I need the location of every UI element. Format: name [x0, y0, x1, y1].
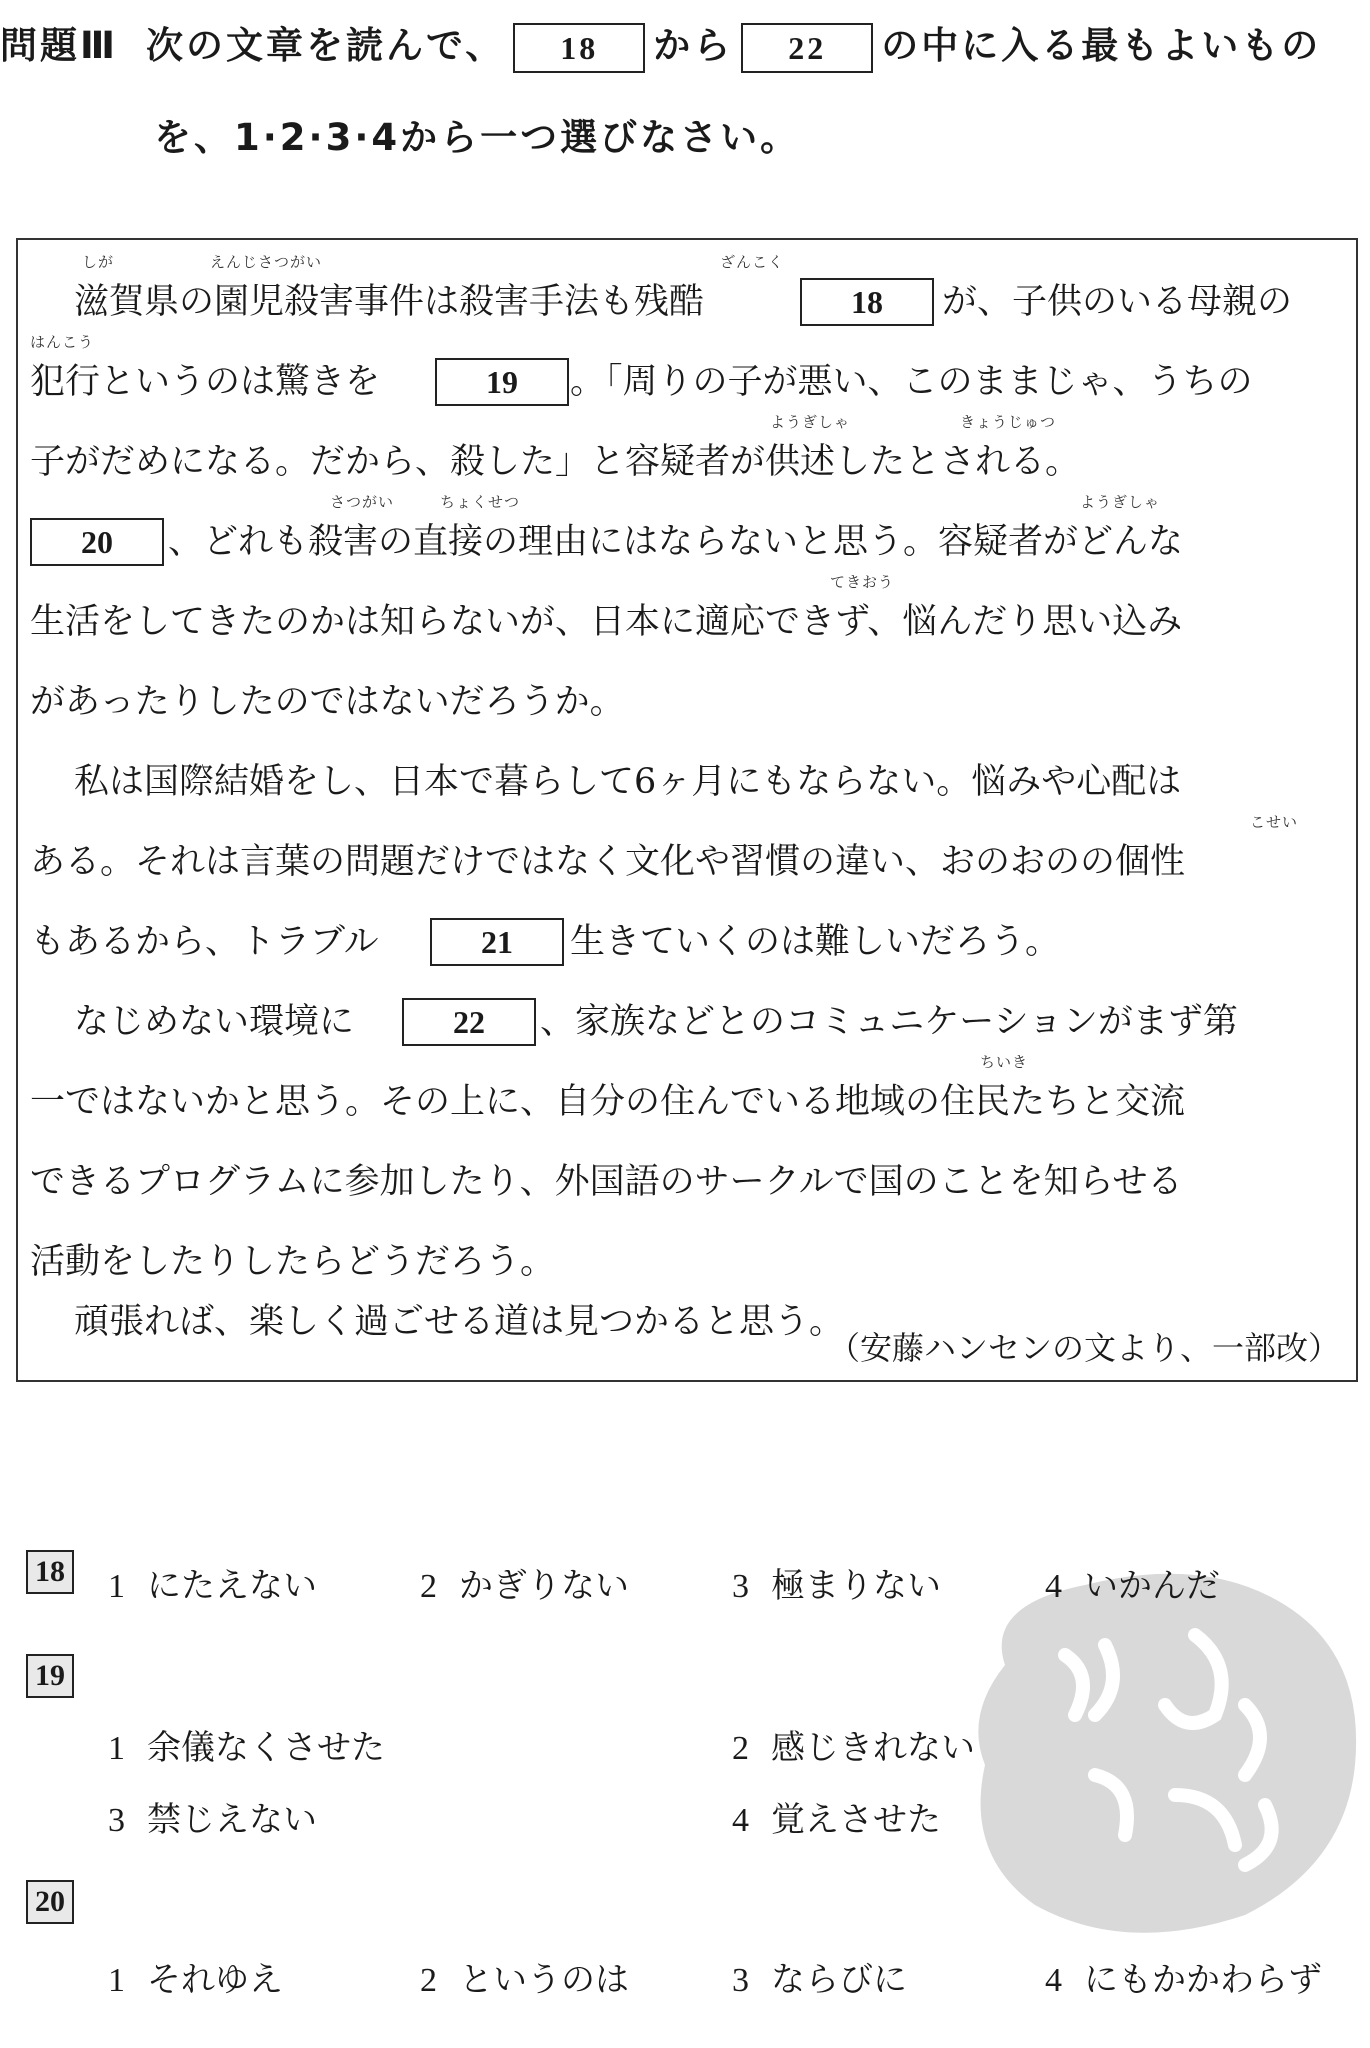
passage-text: ある。それは言葉の問題だけではなく文化や習慣の違い、おのおのの個性 — [30, 842, 1186, 882]
option-text: いかんだ — [1084, 1566, 1220, 1606]
option-number: 1 — [108, 1962, 125, 1999]
passage-text: もあるから、トラブル — [30, 922, 379, 962]
option-number: 4 — [1045, 1568, 1062, 1605]
passage-text: 、どれも殺害の直接の理由にはならないと思う。容疑者がどんな — [168, 522, 1184, 562]
passage-line-5 — [30, 570, 1346, 646]
answer-option[interactable] — [732, 1562, 941, 1611]
answer-option[interactable] — [420, 1956, 629, 2005]
blank-box-20: 20 — [30, 518, 164, 566]
answer-option[interactable] — [732, 1956, 907, 2005]
ruby-text: しが — [82, 253, 115, 271]
passage-text: 私は国際結婚をし、日本で暮らして6ヶ月にもならない。悩みや心配は — [74, 762, 1182, 802]
option-text: かぎりない — [459, 1566, 629, 1606]
ruby-text: さつがい — [330, 493, 395, 511]
passage-text: が、子供のいる母親の — [942, 282, 1293, 322]
passage-box — [16, 238, 1358, 1382]
passage-text: 生活をしてきたのかは知らないが、日本に適応できず、悩んだり思い込み — [30, 602, 1183, 642]
option-number: 4 — [1045, 1962, 1062, 1999]
blank-box-18: 18 — [800, 278, 934, 326]
option-number: 1 — [108, 1568, 125, 1605]
passage-source: （安藤ハンセンの文より、一部改） — [827, 1329, 1340, 1367]
ruby-text: ちいき — [980, 1053, 1029, 1071]
option-text: にもかかわらず — [1084, 1960, 1322, 2000]
answer-option[interactable] — [108, 1956, 283, 2005]
passage-source-line — [30, 1320, 1346, 1380]
passage-text: 滋賀県の園児殺害事件は殺害手法も残酷 — [74, 282, 705, 322]
passage-text: 、家族などとのコミュニケーションがまず第 — [540, 1002, 1238, 1042]
ruby-text: ようぎしゃ — [1080, 493, 1161, 511]
option-text: 感じきれない — [771, 1728, 975, 1768]
ruby-text: きょうじゅつ — [960, 413, 1057, 431]
range-end-box: 22 — [741, 23, 873, 73]
passage-text: 一ではないかと思う。その上に、自分の住んでいる地域の住民たちと交流 — [30, 1082, 1186, 1122]
option-number: 3 — [732, 1568, 749, 1605]
option-text: というのは — [459, 1960, 629, 2000]
option-text: 禁じえない — [147, 1800, 317, 1840]
passage-line-9 — [30, 890, 1346, 966]
passage-line-12 — [30, 1130, 1346, 1206]
option-number: 4 — [732, 1802, 749, 1839]
blank-box-21: 21 — [430, 918, 564, 966]
answer-option[interactable] — [732, 1796, 941, 1845]
passage-text: 生きていくのは難しいだろう。 — [570, 922, 1061, 962]
ruby-text: ようぎしゃ — [770, 413, 851, 431]
ruby-text: はんこう — [30, 333, 95, 351]
ruby-text: てきおう — [830, 573, 895, 591]
option-text: 極まりない — [771, 1566, 941, 1606]
ruby-text: ざんこく — [720, 253, 785, 271]
passage-line-11 — [30, 1050, 1346, 1126]
option-number: 2 — [420, 1962, 437, 1999]
option-text: それゆえ — [147, 1960, 283, 2000]
answer-number-18: 18 — [26, 1550, 74, 1594]
blank-box-22: 22 — [402, 998, 536, 1046]
option-number: 2 — [732, 1730, 749, 1767]
question-prefix: 次の文章を読んで、 — [145, 24, 506, 67]
blank-box-19: 19 — [435, 358, 569, 406]
passage-text: 子がだめになる。だから、殺した」と容疑者が供述したとされる。 — [30, 442, 1081, 482]
option-text: 余儀なくさせた — [147, 1728, 385, 1768]
passage-text: できるプログラムに参加したり、外国語のサークルで国のことを知らせる — [30, 1162, 1183, 1202]
question-suffix: の中に入る最もよいもの — [881, 24, 1322, 67]
passage-line-4 — [30, 490, 1346, 566]
ruby-text: こせい — [1250, 813, 1299, 831]
answer-option[interactable] — [108, 1724, 385, 1773]
question-label: 問題Ⅲ — [0, 24, 118, 67]
passage-text: なじめない環境に — [74, 1002, 355, 1042]
option-number: 1 — [108, 1730, 125, 1767]
option-number: 2 — [420, 1568, 437, 1605]
answer-option[interactable] — [1045, 1956, 1322, 2005]
passage-line-6 — [30, 650, 1346, 726]
passage-line-1 — [30, 250, 1346, 326]
answer-option[interactable] — [732, 1724, 975, 1773]
passage-line-7 — [30, 730, 1346, 806]
option-number: 3 — [732, 1962, 749, 1999]
option-number: 3 — [108, 1802, 125, 1839]
answer-number-20: 20 — [26, 1880, 74, 1924]
answer-option[interactable] — [108, 1562, 317, 1611]
question-middle: から — [653, 24, 734, 67]
question-line-2: を、1·2·3·4から一つ選びなさい。 — [154, 116, 801, 159]
option-text: 覚えさせた — [771, 1800, 941, 1840]
range-start-box: 18 — [513, 23, 645, 73]
passage-text: 活動をしたりしたらどうだろう。 — [30, 1242, 556, 1282]
ruby-text: えんじさつがい — [210, 253, 323, 271]
passage-line-3 — [30, 410, 1346, 486]
ruby-text: ちょくせつ — [440, 493, 521, 511]
answer-option[interactable] — [420, 1562, 629, 1611]
passage-line-2 — [30, 330, 1346, 406]
answer-number-19: 19 — [26, 1654, 74, 1698]
passage-text: 犯行というのは驚きを — [30, 362, 381, 402]
passage-line-8 — [30, 810, 1346, 886]
passage-text: があったりしたのではないだろうか。 — [30, 682, 625, 722]
option-text: にたえない — [147, 1566, 317, 1606]
passage-text: 。「周りの子が悪い、このままじゃ、うちの — [570, 362, 1253, 402]
passage-text: 頑張れば、楽しく過ごせる道は見つかると思う。 — [74, 1302, 845, 1342]
passage-line-10 — [30, 970, 1346, 1046]
answer-option[interactable] — [108, 1796, 317, 1845]
answer-option[interactable] — [1045, 1562, 1220, 1611]
option-text: ならびに — [771, 1960, 907, 2000]
